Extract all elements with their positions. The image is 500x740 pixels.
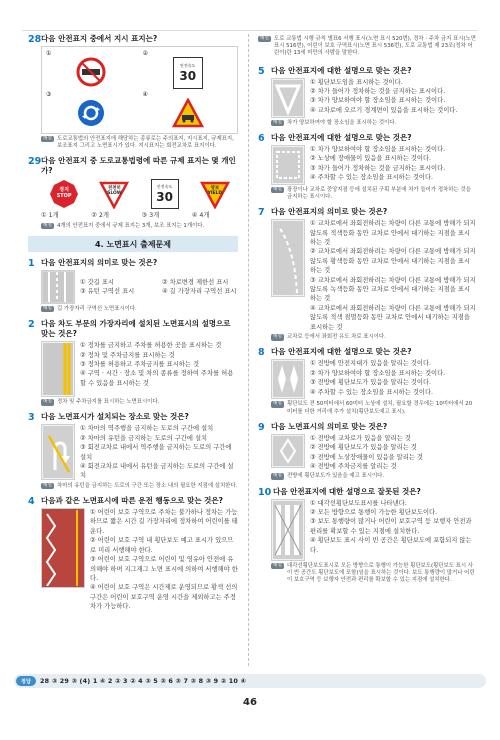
question-number: 28: [28, 34, 42, 45]
option: ④ 주차할 수 있는 장소임을 표시하는 것이다.: [310, 388, 434, 396]
question-number: 29: [28, 156, 42, 168]
crosswalk-ahead-marking-icon: [273, 361, 303, 397]
speed-sign-label: 안전속도: [156, 184, 173, 190]
explanation-text: 차가 양보하여야 할 장소임을 표시하는 것이다.: [287, 119, 397, 126]
question-body: [271, 499, 476, 561]
question-number: 7: [258, 207, 265, 219]
question-text: 다음 차도 부문의 가장자리에 설치된 노면표시의 설명으로 맞는 것은?: [41, 319, 231, 339]
edge-zone-marking-icon: [43, 272, 73, 302]
question-number: 9: [258, 421, 265, 433]
explanation-text: 광장이나 교차로 중앙지점 등에 설치된 구획 부분에 차가 들어가 정차하는 것을 금지하는 표시이다.: [287, 186, 471, 201]
question-body: [271, 78, 476, 118]
yield-sign-text: 양보: [210, 186, 220, 192]
explanation: [41, 399, 238, 406]
slow-sign-text: 천천히: [108, 186, 121, 192]
question-text: 다음 안전표지의 의미로 맞는 것은?: [41, 258, 158, 268]
stop-sign-text-en: STOP: [56, 193, 72, 200]
explanation-text: 차마의 유턴을 금지하는 도로의 구간 또는 장소 내의 필요한 지점에 설치한다.: [57, 482, 238, 489]
option: ① 정차를 금지하고 주차를 허용한 곳을 표시하는 것: [80, 342, 222, 350]
school-zone-image: [41, 508, 85, 588]
explanation: [271, 563, 476, 585]
road-marking-image: [41, 341, 75, 397]
option: ④ 구역 · 시간 · 장소 및 차의 종류를 정하여 주차를 허용할 수 있음을 표시하는 것: [80, 370, 234, 387]
explanation-text: 도로교통법의 안전표지에 해당하는 종류로는 주의표지, 지시표지, 규제표지, 보조표지 그리고 노면표시가 있다. 지시표지는 회전교차로 표지이다.: [57, 136, 234, 150]
top-rule: [22, 30, 478, 31]
explanation: [271, 473, 476, 480]
question-10: [258, 487, 476, 585]
options: [310, 78, 476, 118]
option: ② 차가 들어가 정차하는 것을 금지하는 표시이다.: [310, 88, 446, 96]
explanation: [271, 334, 476, 341]
school-zone-marking-icon: [43, 510, 83, 586]
no-entry-sign-icon: [76, 57, 106, 87]
explanation: [271, 120, 476, 127]
options: [310, 219, 476, 332]
option: ① 대각선횡단보도표시를 나타낸다.: [310, 499, 407, 507]
question-text: 다음 안전표지에 대한 설명으로 맞는 것은?: [271, 65, 412, 75]
option: ③ 전방에 횡단보도가 있음을 알리는 것이다.: [310, 379, 432, 387]
question-body: [271, 219, 476, 332]
question-text: 다음 노면표시가 설치되는 장소로 맞는 것은?: [41, 412, 189, 422]
answer-badge: 정답: [16, 676, 36, 686]
option: ① 횡단보도임을 표시하는 것이다.: [310, 78, 403, 86]
question-29: [28, 156, 238, 230]
explanation-text: 길 가장자리 구역선 노면표시이다.: [57, 306, 137, 313]
choice-label: ④: [142, 91, 148, 98]
option: ③ 전방에 노상장애물이 있음을 알리는 것: [310, 453, 423, 461]
explanation-text: 대각선횡단보도표시로 모든 방향으로 통행이 가능한 횡단보도(횡단보도 표시 사이 빈 공간도 횡단보도에 포함)임을 표시하는 것이다. 보도 통행량이 많거나 어린이 보호구역 등 보행자 안전과 편리를 확보할 수 있는 지점에 설치한다.: [287, 562, 475, 583]
speed-sign: [173, 57, 203, 89]
option: ① 어린이 보호 구역으로 주차는 불가하나 정차는 가능하므로 짧은 시간 길 가장자리에 정차하여 어린이를 태운다.: [90, 509, 238, 535]
question-body: [271, 359, 476, 399]
question-number: 4: [28, 496, 35, 508]
explanation-text: 정차 및 주차금지를 표시하는 노면표시이다.: [57, 399, 160, 406]
choice-2: [143, 50, 234, 91]
option: ③ 어린이 보호 구역으로 어린이 및 영유아 안전에 유의해야 하며 지그재그 노면 표시에 의하여 서행해야 한다.: [90, 556, 238, 582]
explanation-tag: 해설: [43, 399, 52, 405]
option: ② 모든 방향으로 통행이 가능한 횡단보도이다.: [310, 508, 438, 516]
option: ④ 길 가장자리 구역선 표시: [162, 288, 237, 296]
question-body: [41, 270, 238, 304]
question-body: [41, 424, 238, 480]
option: ② 차가 양보하여야 할 장소임을 표시하는 것이다.: [310, 369, 446, 377]
yield-marking-icon: [273, 80, 303, 116]
yield-sign: [192, 179, 238, 209]
choice-label: ②: [142, 50, 148, 57]
road-marking-image: [271, 359, 305, 399]
explanation-tag: 해설: [43, 136, 52, 141]
explanation-tag: 해설: [43, 222, 52, 228]
road-marking-image: [271, 78, 305, 118]
answer-bar: [14, 674, 486, 688]
question-9: [258, 422, 476, 481]
choice-label: ①: [46, 50, 52, 57]
options: [41, 211, 238, 220]
question-number: 6: [258, 132, 265, 144]
question-number: 5: [258, 65, 265, 77]
yield-sign-text-en: YIELD: [207, 191, 222, 197]
explanation: [41, 483, 238, 490]
sign-row: [41, 179, 238, 209]
sign-choices: [41, 46, 238, 134]
explanation: [271, 187, 476, 201]
option: ② 어린이 보호 구역 내 횡단보도 예고 표시가 있으므로 미리 서행해야 한다.: [90, 537, 234, 554]
answer-text: 28 ③ 29 ③ (4) 1 ④ 2 ② 3 ② 4 ③ 5 ③ 6 ③ 7 ③ 8 ③ 9 ② 10 ④: [40, 677, 247, 685]
slow-sign: [91, 179, 137, 209]
no-u-turn-marking-icon: [43, 426, 73, 478]
question-number: 10: [258, 486, 272, 498]
question-4: [28, 496, 238, 611]
options: [310, 434, 476, 472]
question-1: [28, 258, 238, 313]
question-text: 다음 안전표지의 의미로 맞는 것은?: [271, 207, 388, 217]
speed-limit-sign: [142, 179, 188, 209]
option: ③ 회전교차로 내에서 역주행을 금지하는 도로의 구간에 설치: [80, 444, 232, 461]
explanation-text: 횡단보도 전 50미터에서 60미터 노상에 설치, 필요할 경우에는 10미터에서 20미터를 더한 거리에 추가 설치(횡단보도예고 표시).: [287, 401, 473, 415]
slow-sign-text-en: SLOW: [107, 191, 122, 197]
option: ① 갓길 표시: [80, 278, 114, 286]
explanation-tag: 해설: [273, 186, 282, 192]
choice-3: [46, 91, 137, 130]
option: ③ 정차를 허용하고 주차금지를 표시하는 것: [80, 361, 200, 369]
no-stopping-box-marking-icon: [273, 147, 303, 183]
option: ② 교차로에서 좌회전하려는 차량이 다른 교통에 방해가 되지 않도록 황색등화 동안 교차로 안에서 대기하는 지점을 표시하는 것: [310, 248, 476, 275]
explanation-tag: 해설: [43, 306, 52, 312]
page-number: 46: [243, 697, 257, 708]
option: ② 전방에 횡단보도가 있음을 알리는 것: [310, 444, 417, 452]
option: ④ 교차로에 오르기 경계면이 있음을 표시하는 것이다.: [310, 106, 458, 114]
option: ④ 회전교차로 내에서 유턴을 금지하는 도로의 구간에 설치: [80, 463, 234, 480]
option: ③ 유턴 구역선 표시: [80, 288, 135, 296]
explanation: [258, 36, 476, 58]
road-marking-image: [271, 145, 305, 185]
option: ③ 차가 들어가 정차하는 것을 금지하는 표시이다.: [310, 164, 446, 172]
explanation-tag: 해설: [273, 562, 282, 568]
question-text: 다음 노면표시의 의미로 맞는 것은?: [271, 421, 388, 431]
speed-sign-value: 30: [179, 69, 197, 83]
question-number: 1: [28, 258, 35, 270]
speed-sign-label: 안전속도: [180, 63, 196, 68]
question-6: [258, 133, 476, 201]
speed-sign-value: 30: [156, 190, 173, 205]
section-heading: 4. 노면표시 출제문제: [28, 236, 238, 252]
explanation: [271, 401, 476, 415]
option: ③ 3개: [141, 212, 160, 220]
right-column: [258, 34, 476, 590]
question-5: [258, 66, 476, 127]
question-text: 다음 안전표지에 대한 설명으로 맞는 것은?: [271, 132, 412, 142]
option: ① 교차로에서 좌회전하려는 차량이 다른 교통에 방해가 되지 않도록 적색등화 동안 교차로 안에서 대기하는 지점을 표시하는 것: [310, 220, 476, 247]
question-text: 다음 안전표지에 대한 설명으로 잘못된 것은?: [273, 486, 421, 496]
stop-sign-text: 정지: [59, 187, 69, 194]
explanation-text: 도로 교통법 시행 규칙 별표6 서행 표시(노면 표시 520번), 정차 · 주차 금지 표시(노면 표시 516번), 어린이 보호 구역표시(노면 표시 536번), 도로 교통법 제 23조(정차 어린이)란 13세 미만의 사람을 말한다.: [274, 36, 476, 57]
roundabout-sign-icon: [76, 98, 106, 128]
diagonal-crosswalk-marking-icon: [273, 501, 303, 559]
option: ④ 교차로에서 좌회전하려는 차량이 다른 교통에 방해가 되지 않도록 적색 점멸등화 동안 교차로 안에서 대기하는 지점을 표시하는 것: [310, 304, 476, 331]
choice-1: [46, 50, 137, 91]
options: [80, 341, 238, 397]
explanation-tag: 해설: [260, 36, 269, 41]
explanation-tag: 해설: [273, 334, 282, 340]
options: [310, 359, 476, 399]
question-7: [258, 207, 476, 341]
option: ② 2개: [91, 212, 109, 220]
option: ② 차마의 유턴을 금지하는 도로의 구간에 설치: [80, 434, 208, 442]
stop-sign: [41, 179, 87, 209]
road-marking-image: [271, 499, 305, 561]
question-body: [41, 341, 238, 397]
explanation-text: 4개의 안전표지 중에서 규제 표지는 3개, 보조 표지는 1개이다.: [57, 222, 205, 229]
explanation-tag: 해설: [273, 401, 282, 407]
option: ④ 주차할 수 있는 장소임을 표시하는 것이다.: [310, 174, 434, 182]
option: ④ 횡단보도 표시 사이 빈 공간은 횡단보도에 포함되지 않는다.: [310, 537, 472, 554]
option: ① 차마의 역주행을 금지하는 도로의 구간에 설치: [80, 425, 214, 433]
road-marking-image: [271, 219, 305, 297]
option: ① 전방에 교차로가 있음을 알리는 것: [310, 434, 411, 442]
option: ④ 전방에 주차금지를 알리는 것: [310, 462, 397, 470]
explanation: [41, 136, 238, 150]
option: ② 차로변경 제한선 표시: [162, 278, 229, 286]
explanation-tag: 해설: [43, 482, 52, 488]
question-body: [271, 145, 476, 185]
question-2: [28, 319, 238, 406]
options: [310, 499, 476, 561]
question-number: 3: [28, 412, 35, 424]
options: [90, 508, 238, 611]
explanation-text: 교차로 등에서 좌회전 유도 차로 표시이다.: [287, 334, 386, 341]
option: ③ 차가 양보하여야 할 장소임을 표시하는 것이다.: [310, 97, 446, 105]
explanation: [41, 223, 238, 230]
road-marking-image: [41, 424, 75, 480]
question-number: 2: [28, 319, 35, 331]
option: ② 노상에 장애물이 있음을 표시하는 것이다.: [310, 155, 432, 163]
question-body: [41, 508, 238, 611]
option: ① 1개: [41, 212, 59, 220]
options: [80, 270, 238, 304]
question-text: 다음과 같은 노면표시에 따른 운전 행동으로 맞는 것은?: [41, 496, 224, 506]
question-28: [28, 34, 238, 150]
option: ④ 어린이 보호 구역은 시간제로 운영되므로 황색 선의 구간은 어린이 보호구역 운영 시간을 제외하고는 주정차가 가능하다.: [90, 584, 238, 611]
explanation-text: 전방에 횡단보도가 있음을 예고 표시이다.: [287, 473, 385, 480]
column-divider: [248, 34, 249, 666]
option: ① 전방에 안전지대가 있음을 알리는 것이다.: [310, 360, 432, 368]
left-column: [28, 34, 238, 618]
explanation-tag: 해설: [273, 473, 282, 479]
crosswalk-notice-marking-icon: [273, 436, 303, 466]
left-turn-guide-marking-icon: [273, 221, 303, 295]
question-3: [28, 412, 238, 490]
explanation-tag: 해설: [273, 119, 282, 125]
options: [80, 424, 238, 480]
option: ③ 보도 통행량이 많거나 어린이 보호구역 등 보행자 안전과 편리를 확보할 수 있는 지점에 설치한다.: [310, 518, 472, 535]
option: ③ 교차로에서 좌회전하려는 차량이 다른 교통에 방해가 되지 않도록 녹색등화 동안 교차로 안에서 대기하는 지점을 표시하는 것: [310, 276, 476, 303]
options: [310, 145, 476, 185]
choice-label: ③: [46, 91, 52, 98]
question-text: 다음 안전표지 중에서 지시 표지는?: [41, 34, 158, 43]
road-marking-image: [41, 270, 75, 304]
question-text: 다음 안전표지 중 도로교통법령에 따른 규제 표지는 몇 개인가?: [41, 156, 236, 176]
explanation: [41, 306, 238, 313]
question-number: 8: [258, 347, 265, 359]
option: ① 차가 양보하여야 할 장소임을 표시하는 것이다.: [310, 145, 446, 153]
choice-4: [143, 91, 234, 130]
option: ② 정차 및 주차금지를 표시하는 것: [80, 351, 175, 359]
road-marking-image: [271, 434, 305, 468]
no-parking-marking-icon: [43, 343, 73, 395]
option: ④ 4개: [191, 212, 210, 220]
question-text: 다음 안전표지에 대한 설명으로 맞는 것은?: [271, 347, 412, 357]
question-8: [258, 347, 476, 415]
question-body: [271, 434, 476, 472]
warning-sign-icon: [172, 98, 204, 128]
